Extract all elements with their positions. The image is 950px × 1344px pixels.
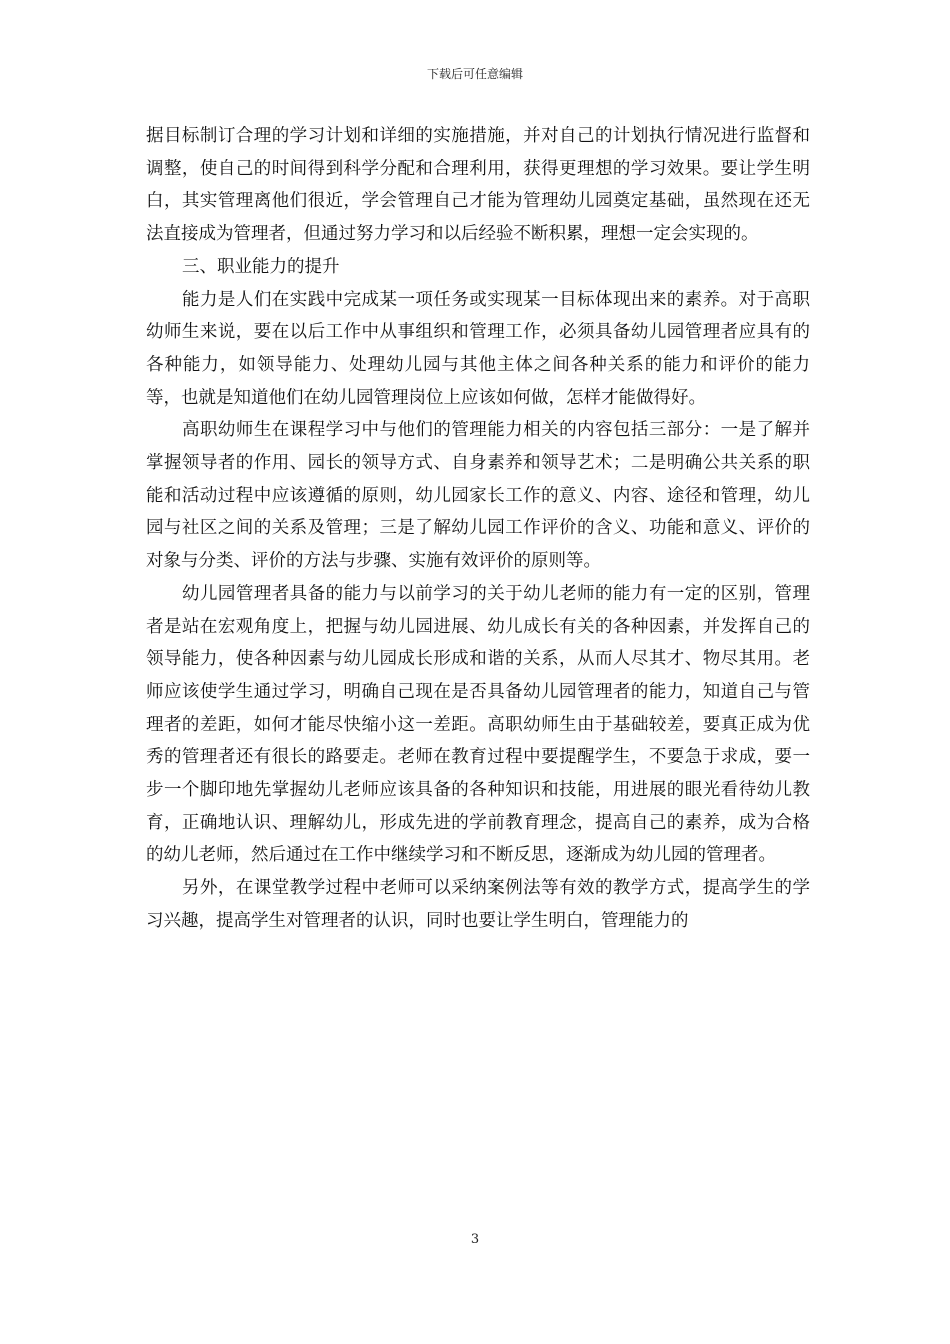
page-number: 3 — [470, 1232, 480, 1247]
paragraph: 幼儿园管理者具备的能力与以前学习的关于幼儿老师的能力有一定的区别，管理者是站在宏观角度上，把握与幼儿园进展、幼儿成长有关的各种因素，并发挥自己的领导能力，使各种因素与幼儿园成长形成和谐的关系，从而人尽其才、物尽其用。老师应该使学生通过学习，明确自己现在是否具备幼儿园管理者的能力，知道自己与管理者的差距，如何才能尽快缩小这一差距。高职幼师生由于基础较差，要真正成为优秀的管理者还有很长的路要走。老师在教育过程中要提醒学生，不要急于求成，要一步一个脚印地先掌握幼儿老师应该具备的各种知识和技能，用进展的眼光看待幼儿教育，正确地认识、理解幼儿，形成先进的学前教育理念，提高自己的素养，成为合格的幼儿老师，然后通过在工作中继续学习和不断反思，逐渐成为幼儿园的管理者。 — [146, 583, 810, 866]
document-body — [146, 120, 810, 938]
section-heading: 三、职业能力的提升 — [182, 256, 340, 277]
paragraph-continuation: 据目标制订合理的学习计划和详细的实施措施，并对自己的计划执行情况进行监督和调整，使自己的时间得到科学分配和合理利用，获得更理想的学习效果。要让学生明白，其实管理离他们很近，学会管理自己才能为管理幼儿园奠定基础，虽然现在还无法直接成为管理者，但通过努力学习和以后经验不断积累，理想一定会实现的。 — [146, 126, 810, 245]
page-header: 下载后可任意编辑 — [426, 67, 523, 81]
paragraph: 高职幼师生在课程学习中与他们的管理能力相关的内容包括三部分：一是了解并掌握领导者的作用、园长的领导方式、自身素养和领导艺术；二是明确公共关系的职能和活动过程中应该遵循的原则，幼儿园家长工作的意义、内容、途径和管理，幼儿园与社区之间的关系及管理；三是了解幼儿园工作评价的含义、功能和意义、评价的对象与分类、评价的方法与步骤、实施有效评价的原则等。 — [146, 420, 810, 572]
paragraph: 另外，在课堂教学过程中老师可以采纳案例法等有效的教学方式，提高学生的学习兴趣，提高学生对管理者的认识，同时也要让学生明白，管理能力的 — [146, 878, 810, 931]
paragraph: 能力是人们在实践中完成某一项任务或实现某一目标体现出来的素养。对于高职幼师生来说，要在以后工作中从事组织和管理工作，必须具备幼儿园管理者应具有的各种能力，如领导能力、处理幼儿园与其他主体之间各种关系的能力和评价的能力等，也就是知道他们在幼儿园管理岗位上应该如何做，怎样才能做得好。 — [146, 289, 810, 408]
